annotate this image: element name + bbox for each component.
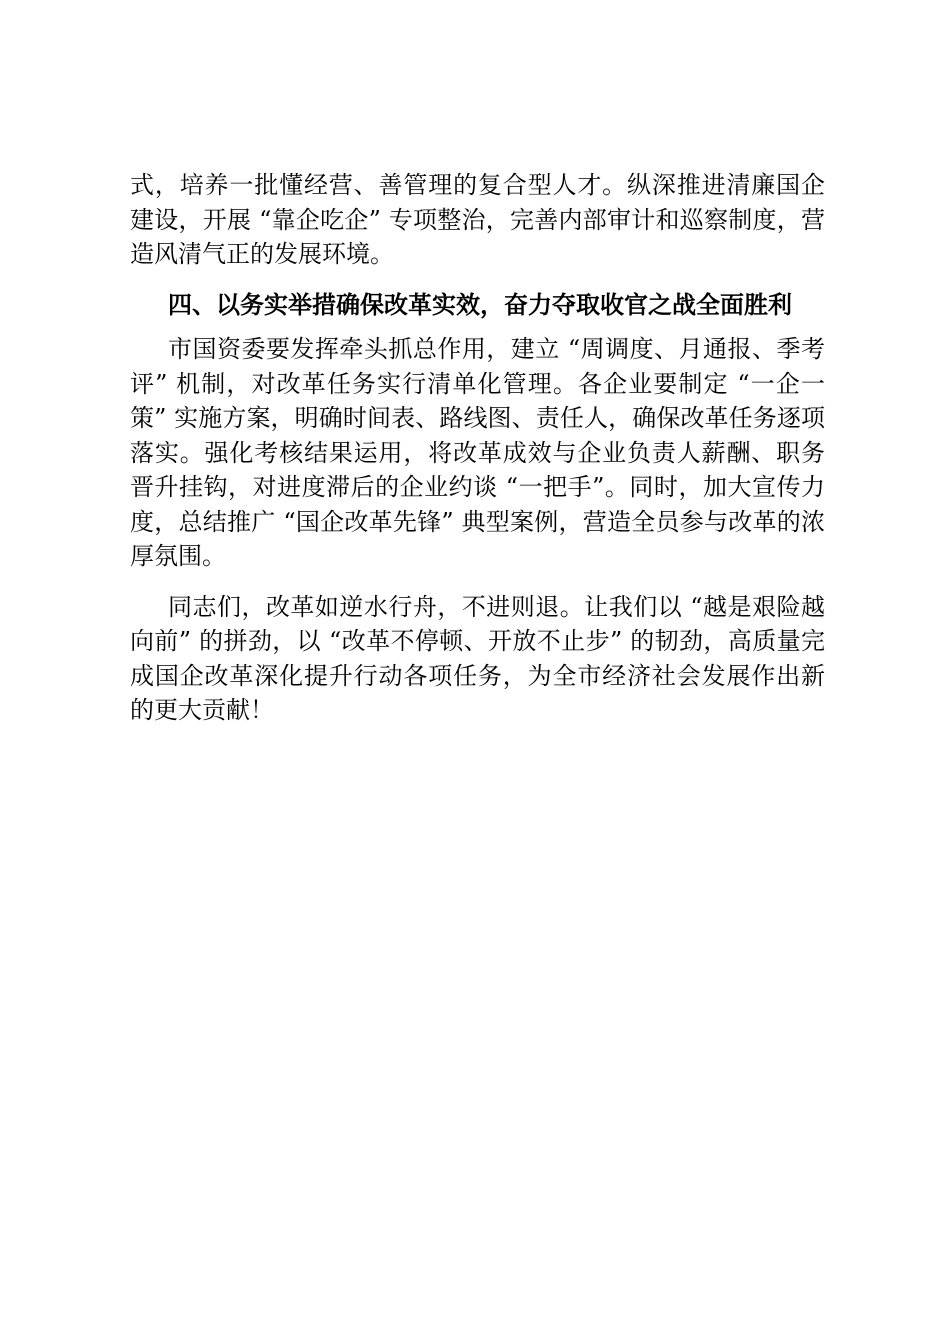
paragraph-2: 同志们，改革如逆水行舟，不进则退。让我们以 “越是艰险越向前” 的拼劲，以 “改革不停顿、开放不止步” 的韧劲，高质量完成国企改革深化提升行动各项任务，为全市经济社会发展作出新的更大贡献！	[130, 592, 825, 724]
document-body	[130, 168, 825, 728]
spacer	[130, 322, 825, 332]
spacer	[130, 272, 825, 288]
paragraph-continuation: 式，培养一批懂经营、善管理的复合型人才。纵深推进清廉国企建设，开展 “靠企吃企” 专项整治，完善内部审计和巡察制度，营造风清气正的发展环境。	[130, 171, 825, 268]
spacer	[130, 574, 825, 590]
section-heading: 四、以务实举措确保改革实效，奋力夺取收官之战全面胜利	[168, 289, 792, 319]
paragraph-1: 市国资委要发挥牵头抓总作用，建立 “周调度、月通报、季考评” 机制，对改革任务实行清单化管理。各企业要制定 “一企一策” 实施方案，明确时间表、路线图、责任人，确保改革任务逐项落实。强化考核结果运用，将改革成效与企业负责人薪酬、职务晋升挂钩，对进度滞后的企业约谈 “一把手”。同时，加大宣传力度，总结推广 “国企改革先锋” 典型案例，营造全员参与改革的浓厚氛围。	[130, 335, 825, 570]
